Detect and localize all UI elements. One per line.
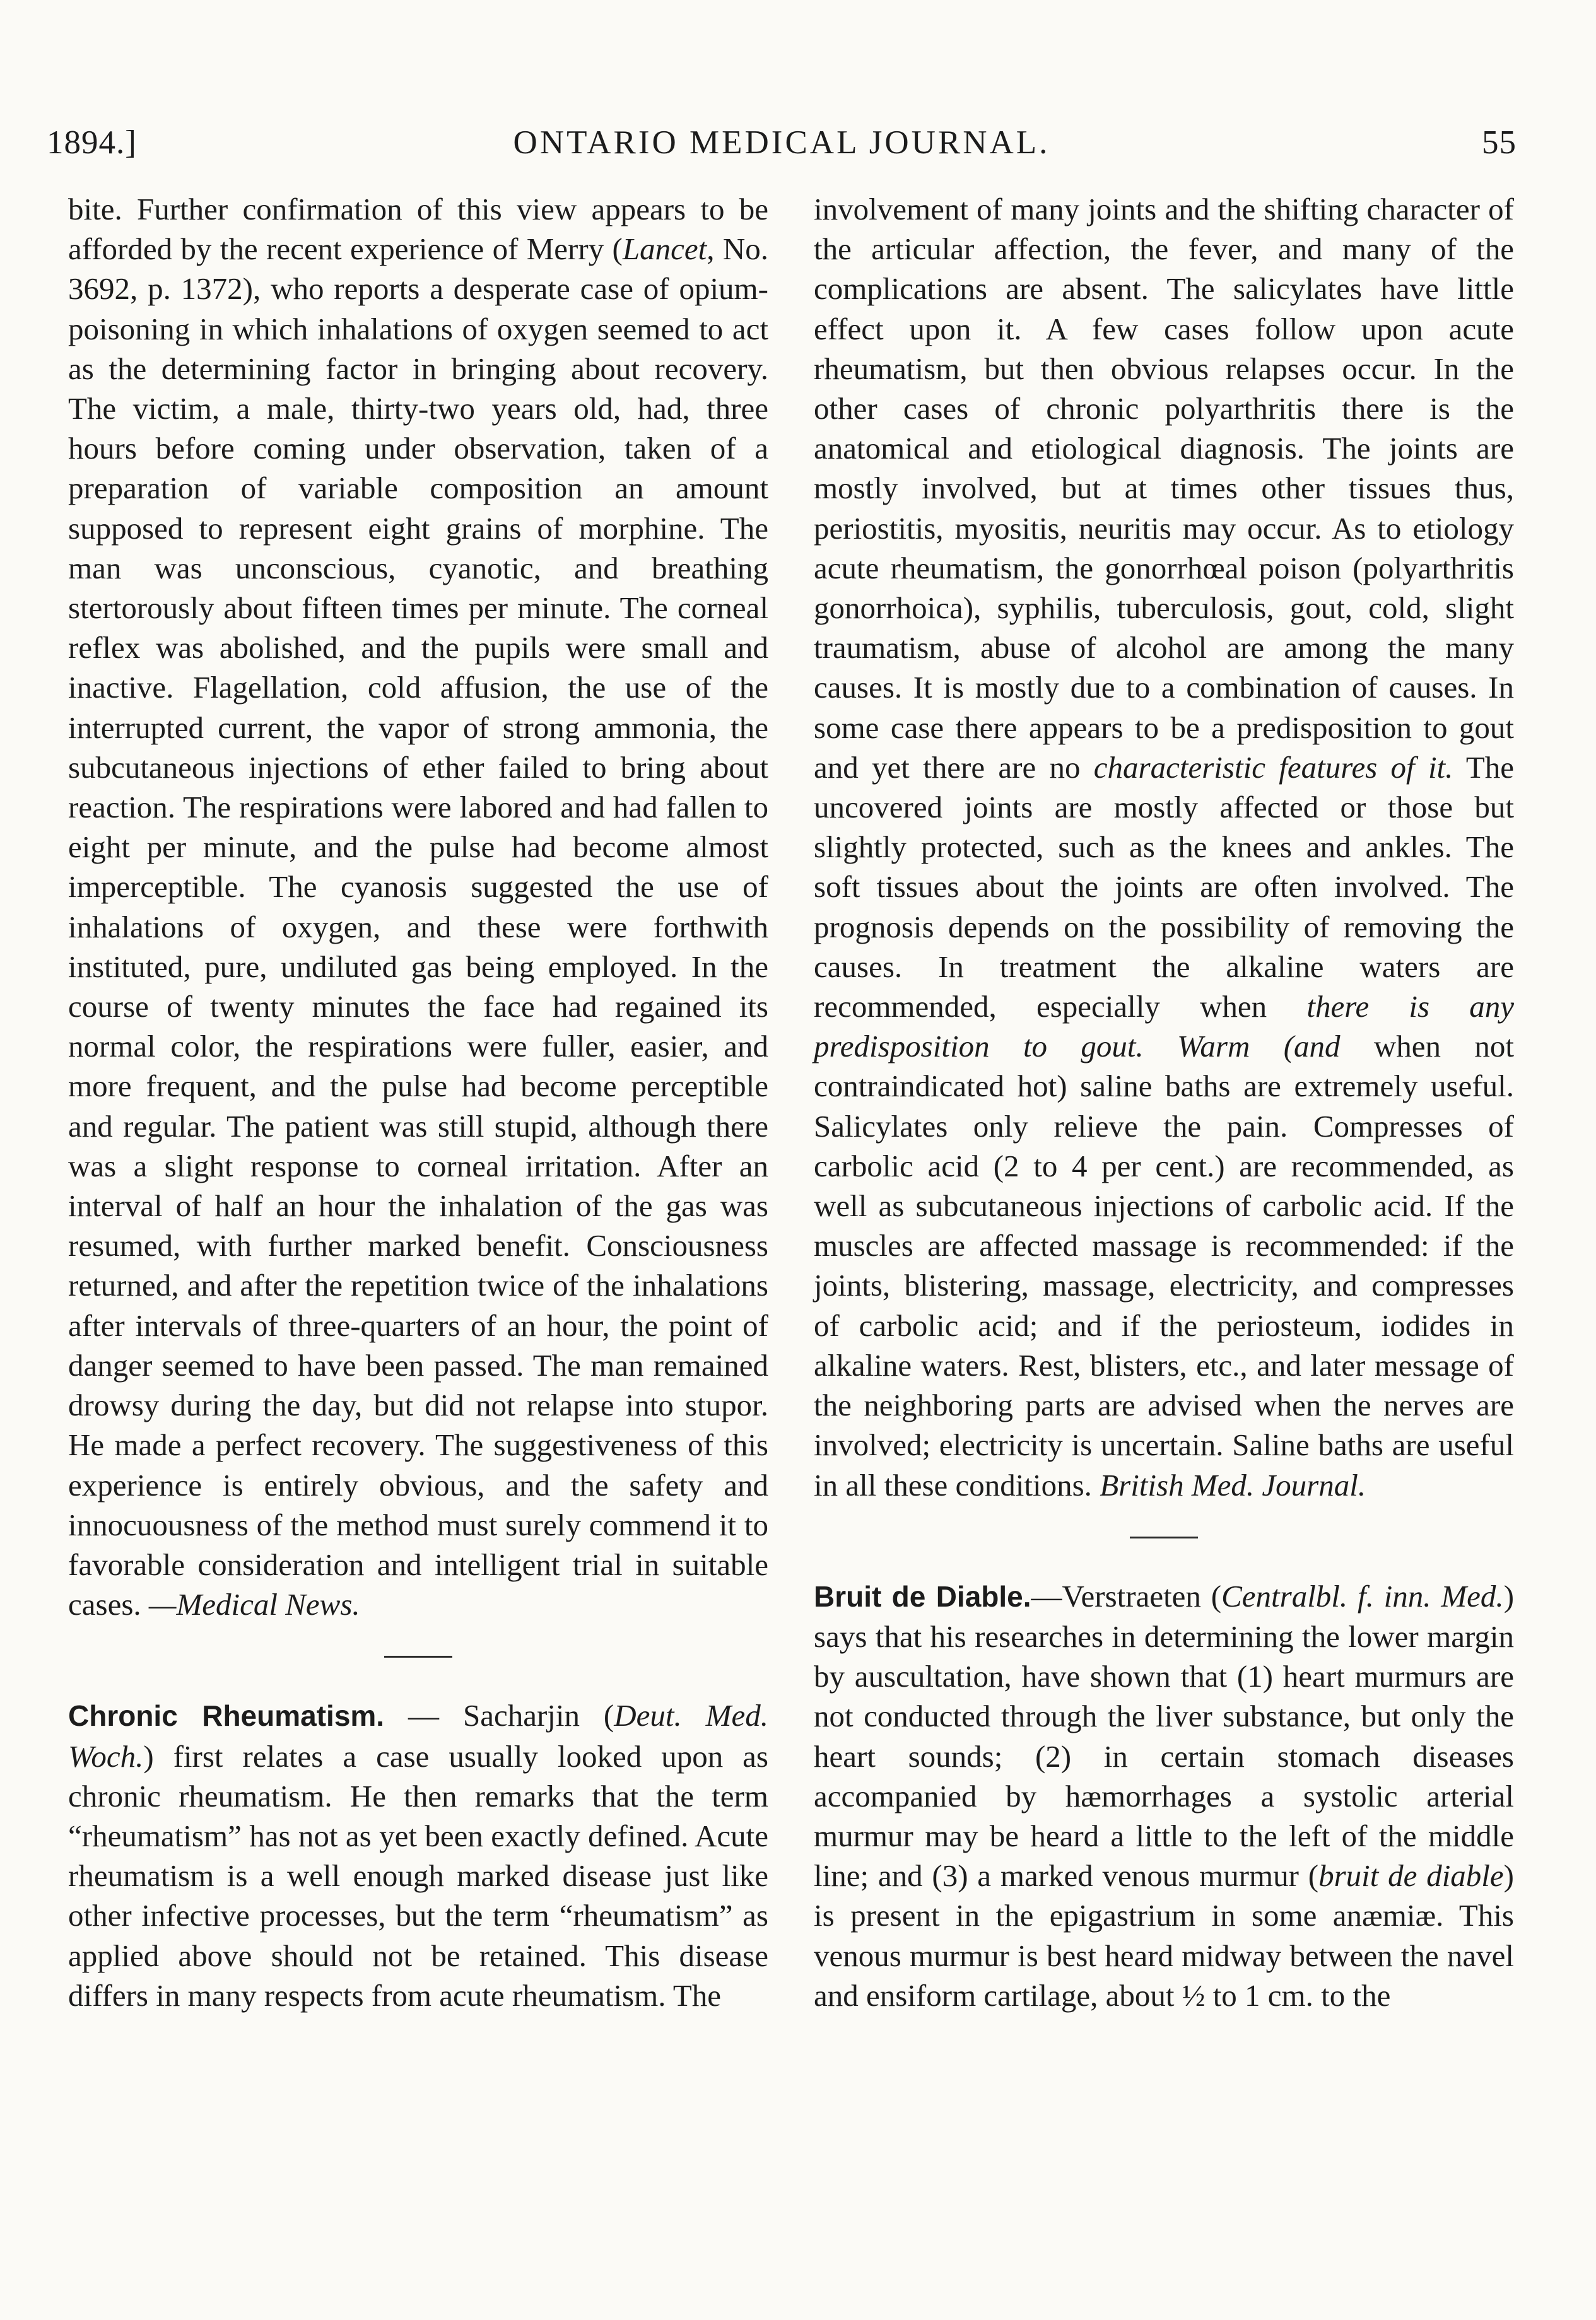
italic-text-run: Centralbl. f. inn. Med. bbox=[1221, 1578, 1504, 1614]
right-column bbox=[814, 189, 1514, 2015]
text-run: , No. 3692, p. 1372), who reports a desperate case of opium-poisoning in which inhalations of oxygen seemed to act as the determining factor in bringing about recovery. The victim, a male, thirty-two years old, had, three hours before coming under observation, taken of a preparation of variable composition an amount supposed to represent eight grains of morphine. The man was unconscious, cyanotic, and breathing stertorously about fifteen times per minute. The corneal reflex was abolished, and the pupils were small and inactive. Flagellation, cold affusion, the use of the interrupted current, the vapor of strong ammonia, the subcutaneous injections of ether failed to bring about reaction. The respirations were labored and had fallen to eight per minute, and the pulse had become almost imperceptible. The cyanosis suggested the use of inhalations of oxygen, and these were forthwith instituted, pure, undiluted gas being employed. In the course of twenty minutes the face had regained its normal color, the respirations were fuller, easier, and more frequent, and the pulse had become perceptible and regular. The patient was still stupid, although there was a slight response to corneal irritation. After an interval of half an hour the inhalation of the gas was resumed, with further marked benefit. Consciousness returned, and after the repetition twice of the inhalations after intervals of three-quarters of an hour, the point of danger seemed to have been passed. The man remained drowsy during the day, but did not relapse into stupor. He made a perfect recovery. The suggestiveness of this experience is entirely obvious, and the safety and innocuousness of the method must surely commend it to favorable consideration and intelligent trial in suitable cases. bbox=[68, 231, 768, 1622]
running-header bbox=[47, 124, 1517, 169]
text-run: ) first relates a case usually looked upon as chronic rheumatism. He then remarks that the term “rheumatism” has not as yet been exactly defined. Acute rheumatism is a well enough marked disease just like other infective processes, but the term “rheumatism” as applied above should not be retained. This disease differs in many respects from acute rheumatism. The bbox=[68, 1738, 768, 2013]
bruit-de-diable-text bbox=[814, 1579, 1514, 2013]
header-year: 1894.] bbox=[47, 124, 137, 161]
italic-text-run: —Medical News. bbox=[148, 1587, 360, 1622]
oxygen-opium-paragraph bbox=[68, 189, 768, 1624]
italic-text-run: there is any predisposition to gout. Warm (and bbox=[814, 989, 1515, 1064]
rheumatism-continuation-paragraph bbox=[814, 189, 1514, 1505]
section-heading-bruit-de-diable: Bruit de Diable. bbox=[814, 1579, 1031, 1613]
text-run: — Sacharjin ( bbox=[384, 1698, 614, 1733]
text-run: ) says that his researches in determining the lower margin by auscultation, have shown that (1) heart murmurs are not conducted through the liver substance, but only the heart sounds; (2) in certain stomach diseases accompanied by hæmorrhages a systolic arterial murmur may be heard a little to the left of the middle line; and (3) a marked venous murmur ( bbox=[814, 1578, 1515, 1894]
italic-text-run: Lancet bbox=[622, 231, 707, 267]
italic-text-run: British Med. Journal. bbox=[1100, 1467, 1366, 1503]
text-run: involvement of many joints and the shifting character of the articular affection, the fever, and many of the complications are absent. The salicylates have little effect upon it. A few cases follow upon acute rheumatism, but then obvious relapses occur. In the other cases of chronic polyarthritis there is the anatomical and etiological diagnosis. The joints are mostly involved, but at times other tissues thus, periostitis, myositis, neuritis may occur. As to etiology acute rheumatism, the gonorrhœal poison (polyarthritis gonorrhoica), syphilis, tuberculosis, gout, cold, slight traumatism, abuse of alcohol are among the many causes. It is mostly due to a combination of causes. In some case there appears to be a predisposition to gout and yet there are no bbox=[814, 192, 1514, 785]
section-heading-chronic-rheumatism: Chronic Rheumatism. bbox=[68, 1699, 385, 1733]
text-run: The uncovered joints are mostly affected or those but slightly protected, such as the knees and ankles. The soft tissues about the joints are often involved. The prognosis depends on the possibility of removing the causes. In treatment the alkaline waters are recommended, especially when bbox=[814, 749, 1514, 1024]
journal-title: ONTARIO MEDICAL JOURNAL. bbox=[513, 124, 1050, 161]
left-column bbox=[68, 189, 768, 2015]
section-divider bbox=[384, 1656, 452, 1658]
text-run: bite. Further confirmation of this view appears to be afforded by the recent experience of Merry ( bbox=[68, 192, 768, 267]
page-number: 55 bbox=[1482, 124, 1517, 161]
text-run: —Verstraeten ( bbox=[1031, 1578, 1222, 1614]
bruit-de-diable-paragraph bbox=[814, 1576, 1514, 2015]
italic-text-run: Deut. Med. Woch. bbox=[68, 1698, 768, 1774]
text-run: when not contraindicated hot) saline baths are extremely useful. Salicylates only relieve the pain. Compresses of carbolic acid (2 to 4 per cent.) are recommended, as well as subcutaneous injections of carbolic acid. If the muscles are affected massage is recommended: if the joints, blistering, massage, electricity, and compresses of carbolic acid; and if the periosteum, iodides in alkaline waters. Rest, blisters, etc., and later message of the neighboring parts are advised when the nerves are involved; electricity is uncertain. Saline baths are useful in all these conditions. bbox=[814, 1029, 1514, 1503]
text-run: ) is present in the epigastrium in some anæmiæ. This venous murmur is best heard midway between the navel and ensiform cartilage, about ½ to 1 cm. to the bbox=[814, 1858, 1514, 2013]
chronic-rheumatism-text bbox=[68, 1698, 768, 2012]
italic-text-run: characteristic features of it. bbox=[1093, 749, 1453, 785]
italic-text-run: bruit de diable bbox=[1318, 1858, 1504, 1894]
chronic-rheumatism-paragraph bbox=[68, 1696, 768, 2015]
section-divider bbox=[1130, 1537, 1198, 1538]
